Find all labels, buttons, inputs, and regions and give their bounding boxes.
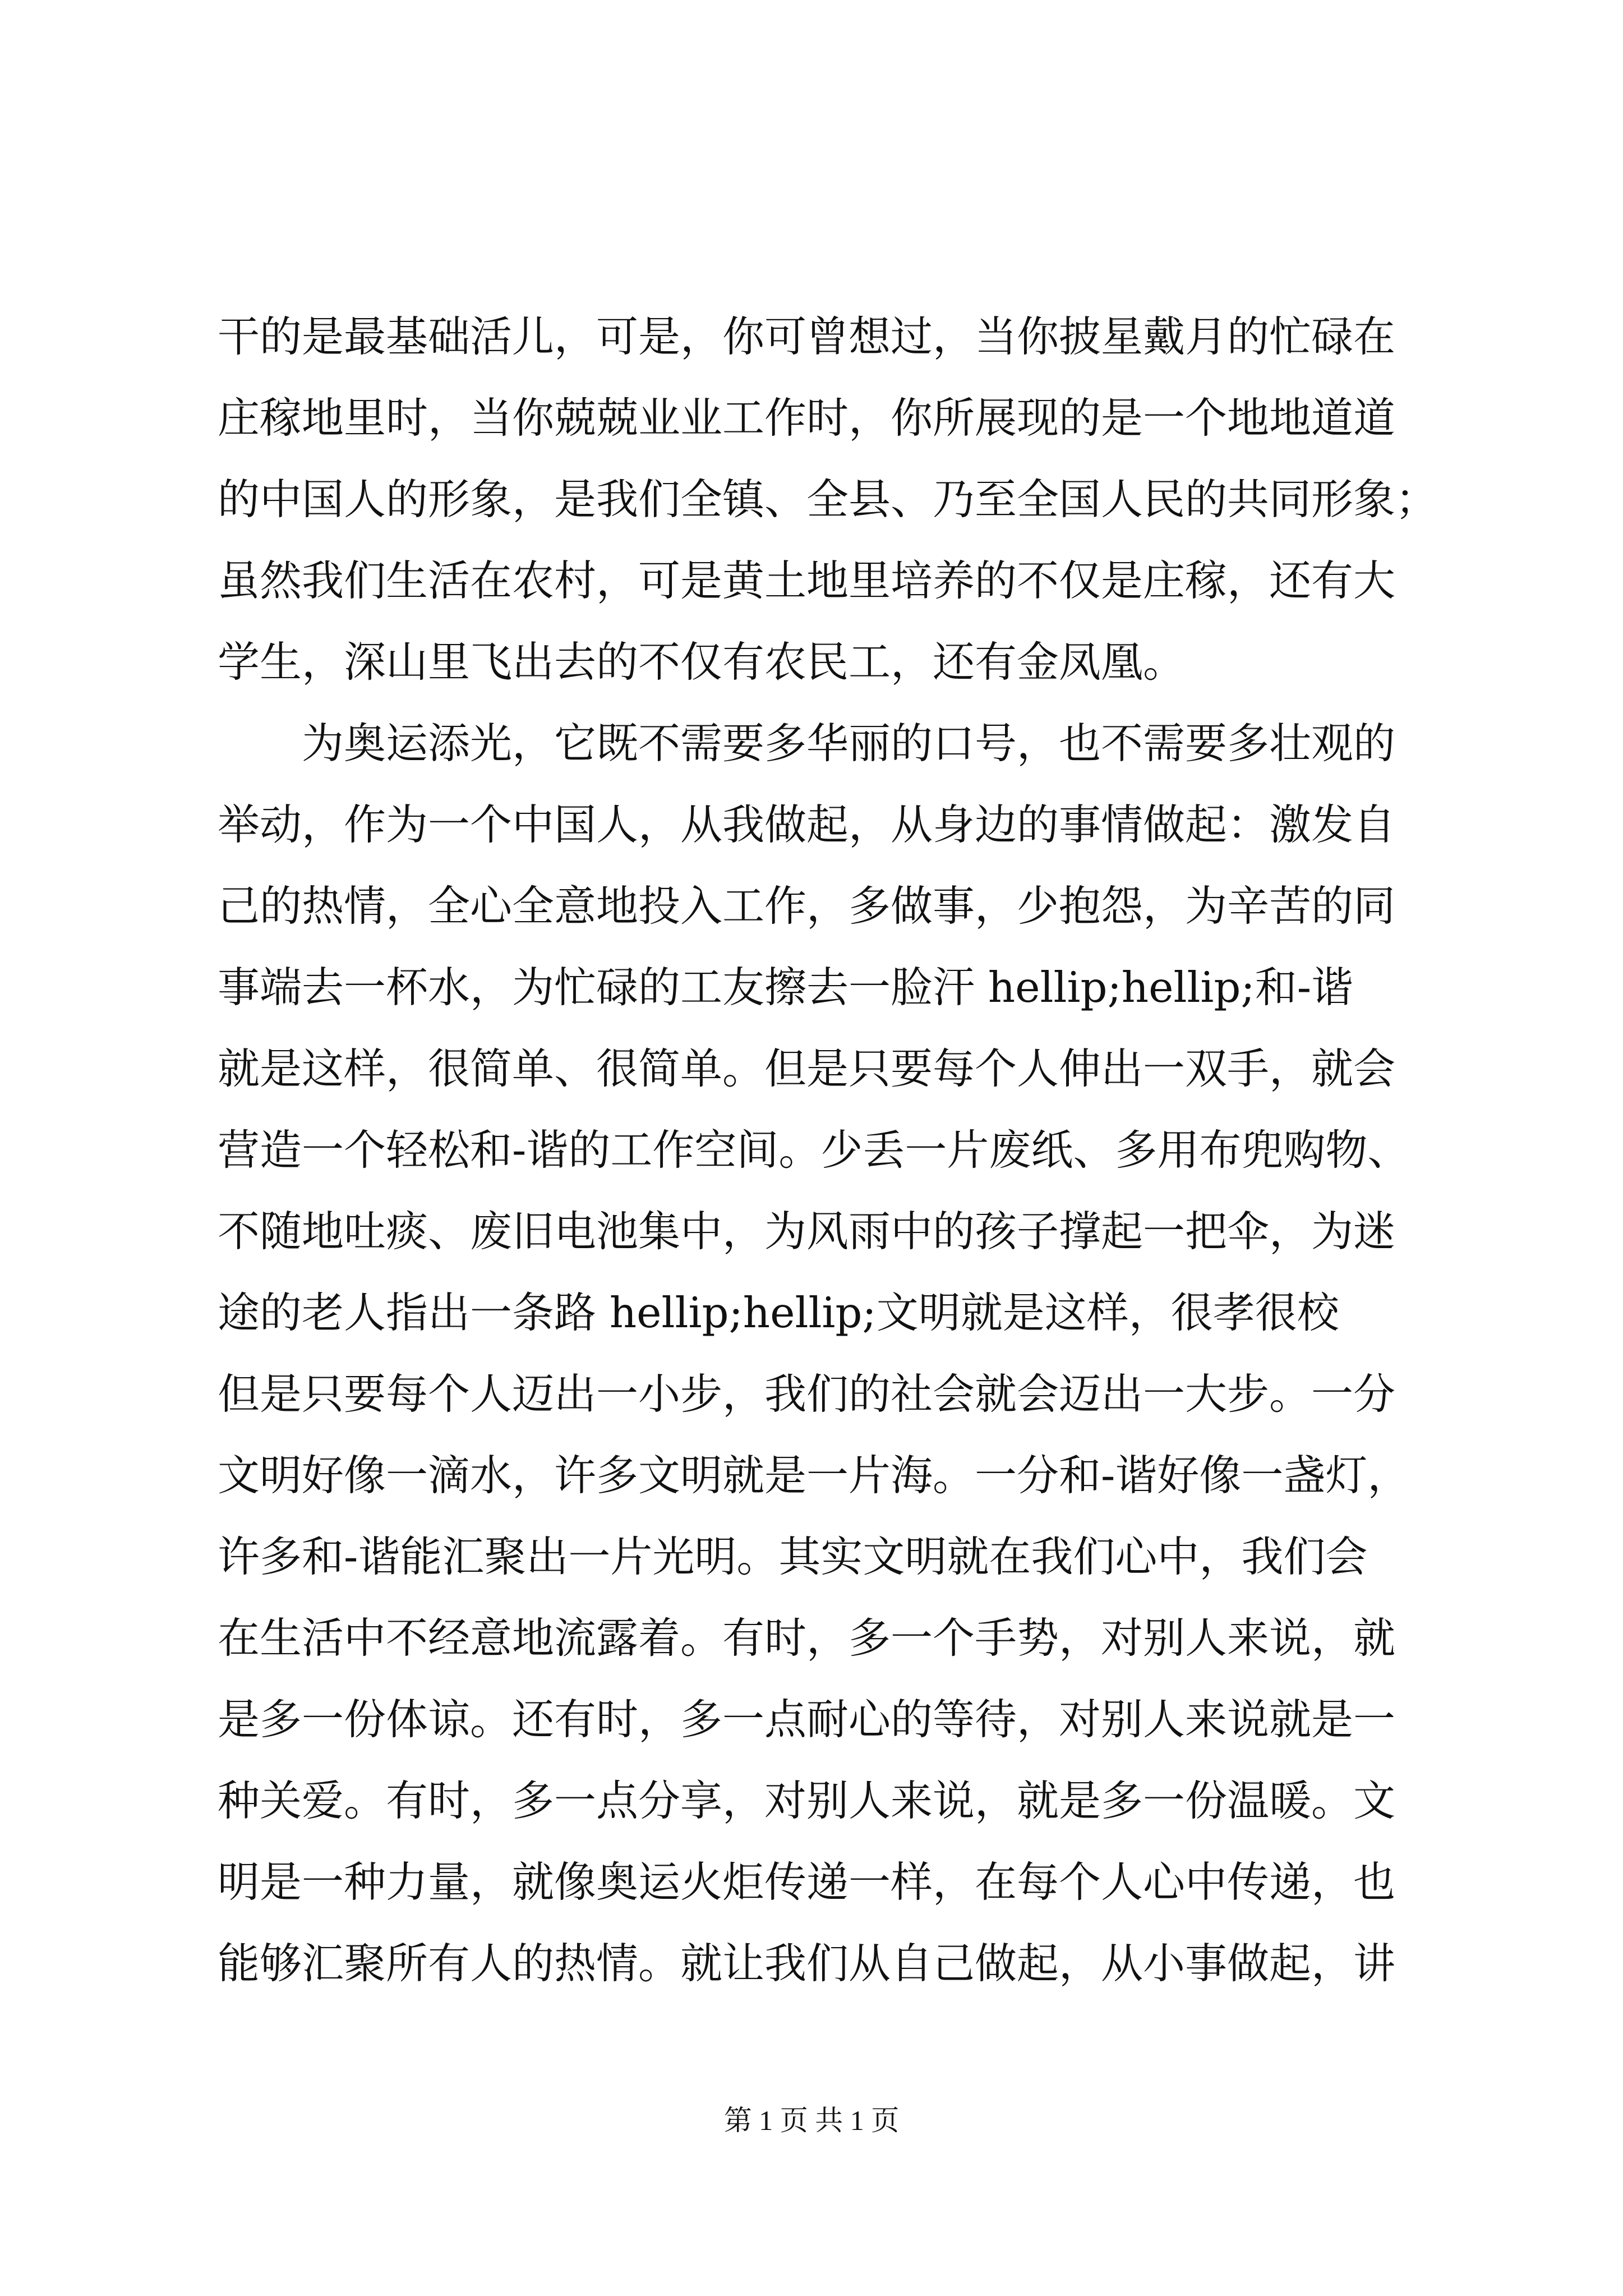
- text-line: 营造一个轻松和-谐的工作空间。少丢一片废纸、多用布兜购物、: [218, 1125, 1410, 1175]
- text-line: 学生，深山里飞出去的不仅有农民工，还有金凤凰。: [218, 637, 1186, 687]
- text-line: 文明好像一滴水，许多文明就是一片海。一分和-谐好像一盏灯，: [218, 1451, 1410, 1500]
- text-line: 就是这样，很简单、很简单。但是只要每个人伸出一双手，就会: [218, 1044, 1396, 1093]
- text-line: 能够汇聚所有人的热情。就让我们从自己做起，从小事做起，讲: [218, 1939, 1396, 1988]
- text-line: 举动，作为一个中国人，从我做起，从身边的事情做起：激发自: [218, 800, 1396, 849]
- text-line: 虽然我们生活在农村，可是黄土地里培养的不仅是庄稼，还有大: [218, 556, 1396, 605]
- text-line: 为奥运添光，它既不需要多华丽的口号，也不需要多壮观的: [302, 719, 1396, 768]
- text-line: 途的老人指出一条路 hellip;hellip;文明就是这样，很孝很校: [218, 1288, 1339, 1337]
- paragraph-2: [218, 703, 1451, 2004]
- text-line: 明是一种力量，就像奥运火炬传递一样，在每个人心中传递，也: [218, 1857, 1396, 1907]
- text-line: 的中国人的形象，是我们全镇、全县、乃至全国人民的共同形象；: [218, 475, 1438, 524]
- text-line: 在生活中不经意地流露着。有时，多一个手势，对别人来说，就: [218, 1613, 1396, 1663]
- text-line: 己的热情，全心全意地投入工作，多做事，少抱怨，为辛苦的同: [218, 881, 1396, 931]
- text-line: 但是只要每个人迈出一小步，我们的社会就会迈出一大步。一分: [218, 1369, 1396, 1419]
- paragraph-1: [218, 296, 1451, 703]
- text-line: 许多和-谐能汇聚出一片光明。其实文明就在我们心中，我们会: [218, 1532, 1368, 1581]
- text-line: 种关爱。有时，多一点分享，对别人来说，就是多一份温暖。文: [218, 1776, 1396, 1825]
- text-line: 事端去一杯水，为忙碌的工友擦去一脸汗 hellip;hellip;和-谐: [218, 963, 1354, 1012]
- text-line: 庄稼地里时，当你兢兢业业工作时，你所展现的是一个地地道道: [218, 393, 1396, 443]
- document-body: [218, 296, 1451, 2004]
- text-line: 干的是最基础活儿，可是，你可曾想过，当你披星戴月的忙碌在: [218, 312, 1396, 361]
- text-line: 不随地吐痰、废旧电池集中，为风雨中的孩子撑起一把伞，为迷: [218, 1207, 1396, 1256]
- text-line: 是多一份体谅。还有时，多一点耐心的等待，对别人来说就是一: [218, 1695, 1396, 1744]
- page-number-footer: 第 1 页 共 1 页: [723, 2105, 900, 2136]
